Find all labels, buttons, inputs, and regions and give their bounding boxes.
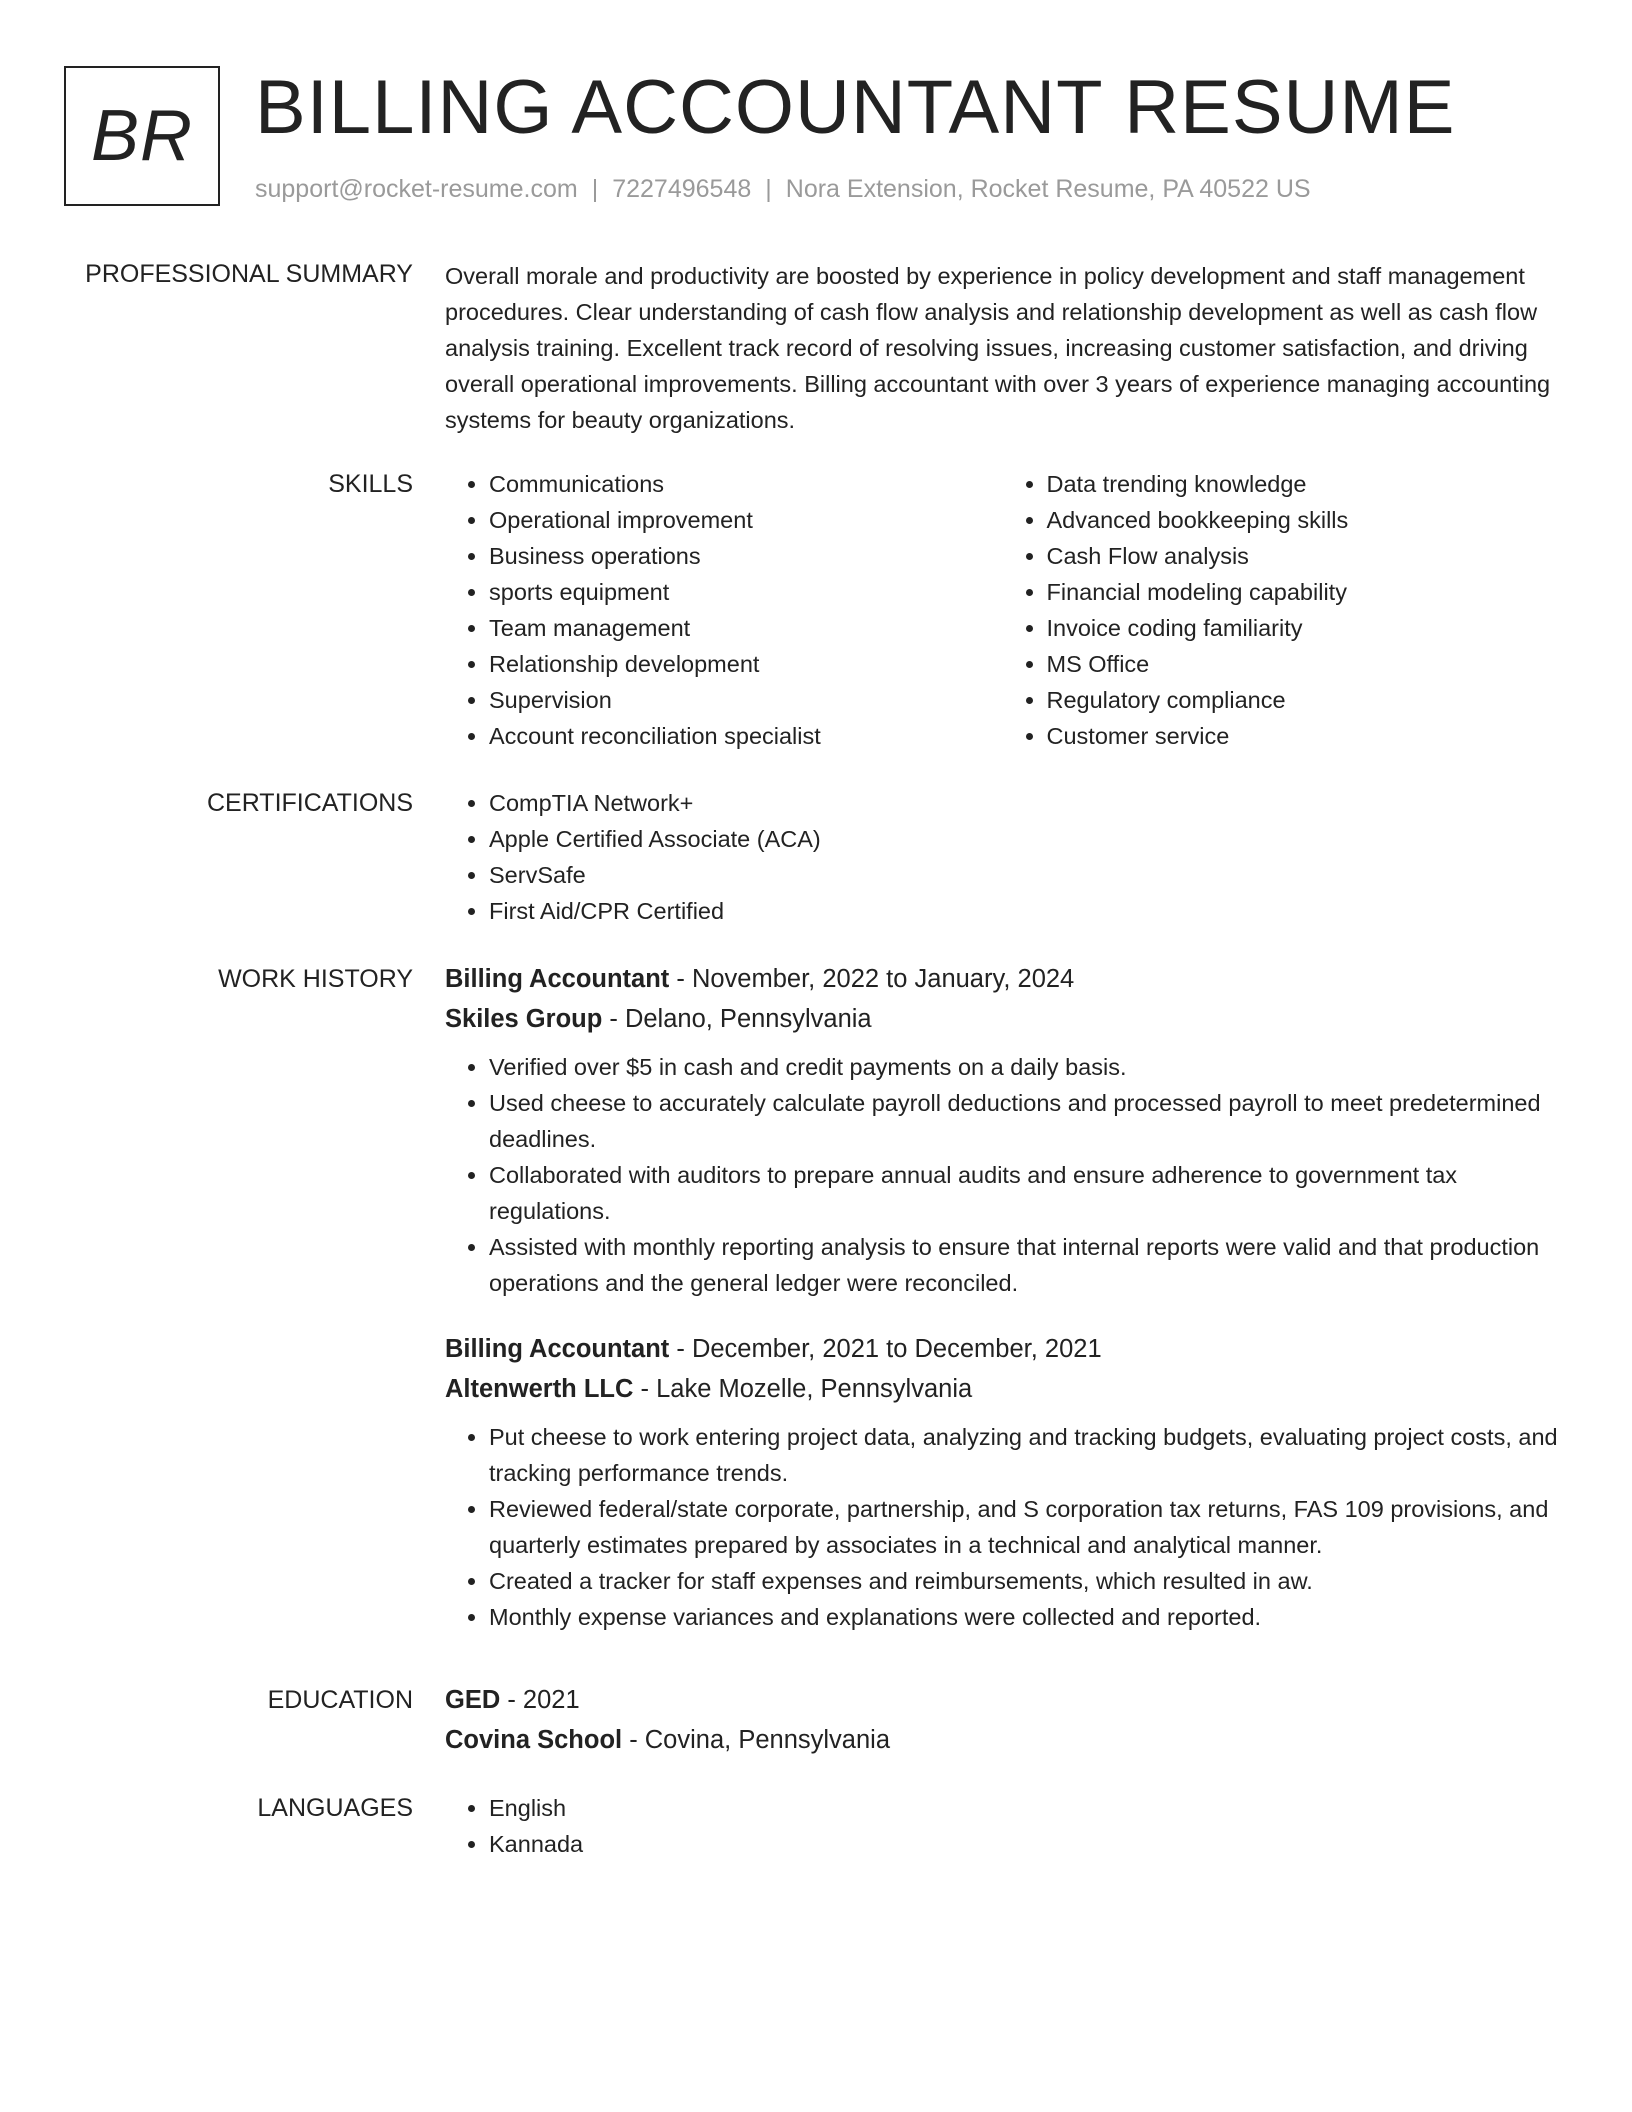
list-item: • ServSafe [489,857,1560,893]
list-item: • Team management [489,610,1003,646]
list-item: • Assisted with monthly reporting analysis to ensure that internal reports were valid and that production operations and the general ledger were reconciled. [489,1229,1560,1301]
certifications-content [445,785,1560,929]
contact-email[interactable]: support@rocket-resume.com [255,175,578,203]
list-item: • Kannada [489,1826,1560,1862]
job-company-line [445,999,1560,1039]
list-item: • Financial modeling capability [1047,574,1561,610]
list-item: • Account reconciliation specialist [489,718,1003,754]
monogram-logo: BR [64,66,220,206]
contact-separator: | [765,175,772,203]
list-item: • Used cheese to accurately calculate payroll deductions and processed payroll to meet predetermined deadlines. [489,1085,1560,1157]
list-item: • Cash Flow analysis [1047,538,1561,574]
list-item: • Verified over $5 in cash and credit payments on a daily basis. [489,1049,1560,1085]
contact-line [255,172,1311,206]
list-item: • Advanced bookkeeping skills [1047,502,1561,538]
job-title: Billing Accountant [445,965,670,993]
section-label: SKILLS [328,470,413,498]
education-year: - 2021 [500,1686,580,1714]
job-title-line [445,959,1560,999]
education-location: - Covina, Pennsylvania [622,1726,890,1754]
list-item: • sports equipment [489,574,1003,610]
contact-phone[interactable]: 7227496548 [612,175,752,203]
job-location: - Lake Mozelle, Pennsylvania [633,1375,973,1403]
summary-text: Overall morale and productivity are boosted by experience in policy development and staff management procedures. Clear understanding of cash flow analysis and relationship development as well as cash flow analysis training. Excellent track record of resolving issues, increasing customer satisfaction, and driving overall operational improvements. Billing accountant with over 3 years of experience managing accounting systems for beauty organizations. [445,263,1551,433]
section-label: WORK HISTORY [218,965,413,993]
education-school: Covina School [445,1726,623,1754]
section-label: EDUCATION [267,1686,413,1714]
job-bullets [445,1049,1560,1301]
summary-content [445,258,1560,438]
list-item: • Put cheese to work entering project data, analyzing and tracking budgets, evaluating project costs, and tracking performance trends. [489,1419,1560,1491]
job-dates: - November, 2022 to January, 2024 [669,965,1075,993]
job-company: Altenwerth LLC [445,1375,634,1403]
list-item: • First Aid/CPR Certified [489,893,1560,929]
education-content [445,1680,1560,1760]
resume-header [64,64,1564,214]
work-content [445,959,1560,1635]
education-degree: GED [445,1686,501,1714]
job-bullets [445,1419,1560,1635]
job-company-line [445,1369,1560,1409]
list-item: • Operational improvement [489,502,1003,538]
contact-separator: | [591,175,599,203]
list-item: • Collaborated with auditors to prepare annual audits and ensure adherence to government tax regulations. [489,1157,1560,1229]
education-school-line [445,1720,1560,1760]
list-item: • Invoice coding familiarity [1047,610,1561,646]
list-item: • Monthly expense variances and explanations were collected and reported. [489,1599,1560,1635]
job-dates: - December, 2021 to December, 2021 [669,1335,1102,1363]
languages-content [445,1790,1560,1862]
list-item: • Created a tracker for staff expenses and reimbursements, which resulted in aw. [489,1563,1560,1599]
section-label: CERTIFICATIONS [206,789,413,817]
job-title-line [445,1329,1560,1369]
list-item: • Communications [489,466,1003,502]
job-entry [445,959,1560,1301]
list-item: • CompTIA Network+ [489,785,1560,821]
job-location: - Delano, Pennsylvania [602,1005,872,1033]
resume-title: BILLING ACCOUNTANT RESUME [255,65,1456,150]
education-degree-line [445,1680,1560,1720]
job-entry [445,1329,1560,1635]
skills-content [445,466,1560,754]
list-item: • Reviewed federal/state corporate, partnership, and S corporation tax returns, FAS 109 provisions, and quarterly estimates prepared by associates in a technical and analytical manner. [489,1491,1560,1563]
contact-address: Nora Extension, Rocket Resume, PA 40522 US [785,175,1311,203]
list-item: • Relationship development [489,646,1003,682]
job-company: Skiles Group [445,1005,603,1033]
skills-list-right [1003,466,1561,754]
list-item: • MS Office [1047,646,1561,682]
list-item: • Supervision [489,682,1003,718]
list-item: • Data trending knowledge [1047,466,1561,502]
skills-list-left [445,466,1003,754]
list-item: • Regulatory compliance [1047,682,1561,718]
section-label: PROFESSIONAL SUMMARY [85,260,413,288]
list-item: • Apple Certified Associate (ACA) [489,821,1560,857]
list-item: • Business operations [489,538,1003,574]
section-label: LANGUAGES [257,1794,413,1822]
certifications-list [445,785,1560,929]
languages-list [445,1790,1560,1862]
list-item: • Customer service [1047,718,1561,754]
list-item: • English [489,1790,1560,1826]
job-title: Billing Accountant [445,1335,670,1363]
